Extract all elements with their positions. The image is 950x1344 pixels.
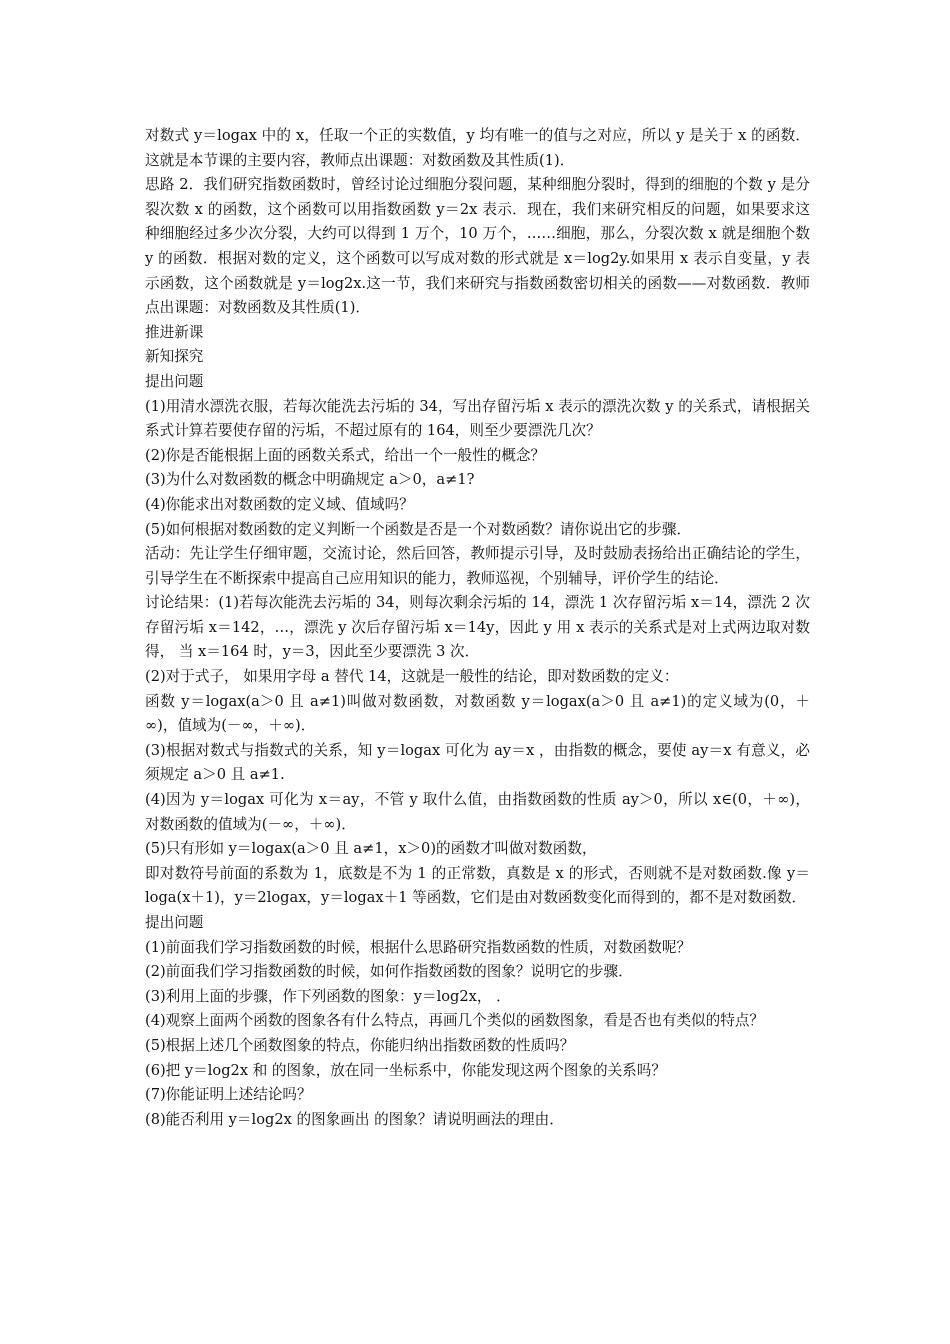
paragraph-approach-2: 思路 2．我们研究指数函数时，曾经讨论过细胞分裂问题，某种细胞分裂时，得到的细胞的个数 y 是分裂次数 x 的函数，这个函数可以用指数函数 y＝2x 表示．现在，我们来研究相反的问题，如果要求这种细胞经过多少次分裂，大约可以得到 1 万个，10 万个，……细胞，那么，分裂次数 x 就是细胞个数 y 的函数．根据对数的定义，这个函数可以写成对数的形式就是 x＝log2y.如果用 x 表示自变量，y 表示函数，这个函数就是 y＝log2x.这一节，我们来研究与指数函数密切相关的函数——对数函数．教师点出课题：对数函数及其性质(1)．: [145, 176, 810, 317]
question-3: (3)为什么对数函数的概念中明确规定 a＞0，a≠1?: [145, 471, 475, 489]
definition-log-function: 函数 y＝logax(a＞0 且 a≠1)叫做对数函数，对数函数 y＝logax(a＞0 且 a≠1)的定义域为(0，＋∞)，值域为(－∞，＋∞)．: [145, 692, 810, 735]
discussion-result-4: (4)因为 y＝logax 可化为 x＝ay，不管 y 取什么值，由指数函数的性质 ay＞0，所以 x∈(0，＋∞)，对数函数的值域为(－∞，＋∞)．: [145, 791, 810, 833]
question-b-8: (8)能否利用 y＝log2x 的图象画出 的图象？请说明画法的理由．: [145, 1110, 564, 1128]
question-b-1: (1)前面我们学习指数函数的时候，根据什么思路研究指数函数的性质，对数函数呢？: [145, 938, 692, 956]
question-b-7: (7)你能证明上述结论吗？: [145, 1086, 312, 1104]
discussion-result-2: (2)对于式子， 如果用字母 a 替代 14，这就是一般性的结论，即对数函数的定义：: [145, 668, 679, 686]
question-2: (2)你是否能根据上面的函数关系式，给出一个一般性的概念？: [145, 446, 546, 464]
question-b-6: (6)把 y＝log2x 和 的图象，放在同一坐标系中，你能发现这两个图象的关系吗？: [145, 1061, 666, 1079]
heading-new-knowledge: 新知探究: [145, 348, 204, 366]
question-b-5: (5)根据上述几个函数图象的特点，你能归纳出指数函数的性质吗？: [145, 1036, 575, 1054]
document-body: [145, 124, 810, 1132]
question-4: (4)你能求出对数函数的定义域、值域吗？: [145, 495, 414, 513]
question-1: (1)用清水漂洗衣服，若每次能洗去污垢的 34，写出存留污垢 x 表示的漂洗次数 y 的关系式，请根据关系式计算若要使存留的污垢，不超过原有的 164，则至少要漂洗几次？: [145, 397, 810, 440]
discussion-result-5: (5)只有形如 y＝logax(a＞0 且 a≠1，x＞0)的函数才叫做对数函数，: [145, 840, 597, 858]
heading-advance-lesson: 推进新课: [145, 323, 204, 341]
question-b-4: (4)观察上面两个函数的图象各有什么特点，再画几个类似的函数图象，看是否也有类似的特点？: [145, 1012, 765, 1030]
discussion-result-1: 讨论结果：(1)若每次能洗去污垢的 34，则每次剩余污垢的 14，漂洗 1 次存留污垢 x＝14，漂洗 2 次存留污垢 x＝142，…，漂洗 y 次后存留污垢 x＝14y，因此 y 用 x 表示的关系式是对上式两边取对数得， 当 x＝164 时，y＝3，因此至少要漂洗 3 次．: [145, 594, 810, 661]
heading-pose-questions: 提出问题: [145, 372, 204, 390]
heading-pose-questions-2: 提出问题: [145, 914, 204, 931]
paragraph-coefficient-note: 即对数符号前面的系数为 1，底数是不为 1 的正常数，真数是 x 的形式，否则就不是对数函数.像 y＝loga(x＋1)，y＝2logax，y＝logax＋1 等函数，它们是由对数函数变化而得到的，都不是对数函数．: [145, 864, 810, 907]
question-5: (5)如何根据对数函数的定义判断一个函数是否是一个对数函数？请你说出它的步骤．: [145, 520, 692, 538]
question-b-3: (3)利用上面的步骤，作下列函数的图象：y＝log2x， ．: [145, 987, 511, 1005]
paragraph-activity: 活动：先让学生仔细审题，交流讨论，然后回答，教师提示引导，及时鼓励表扬给出正确结论的学生，引导学生在不断探索中提高自己应用知识的能力，教师巡视，个别辅导，评价学生的结论．: [145, 545, 810, 587]
paragraph-intro-conclusion: 对数式 y＝logax 中的 x，任取一个正的实数值，y 均有唯一的值与之对应，所以 y 是关于 x 的函数．这就是本节课的主要内容，教师点出课题：对数函数及其性质(1)．: [145, 127, 810, 169]
discussion-result-3: (3)根据对数式与指数式的关系，知 y＝logax 可化为 ay＝x ，由指数的概念，要使 ay＝x 有意义，必须规定 a＞0 且 a≠1.: [145, 741, 810, 784]
question-b-2: (2)前面我们学习指数函数的时候，如何作指数函数的图象？说明它的步骤．: [145, 963, 633, 981]
